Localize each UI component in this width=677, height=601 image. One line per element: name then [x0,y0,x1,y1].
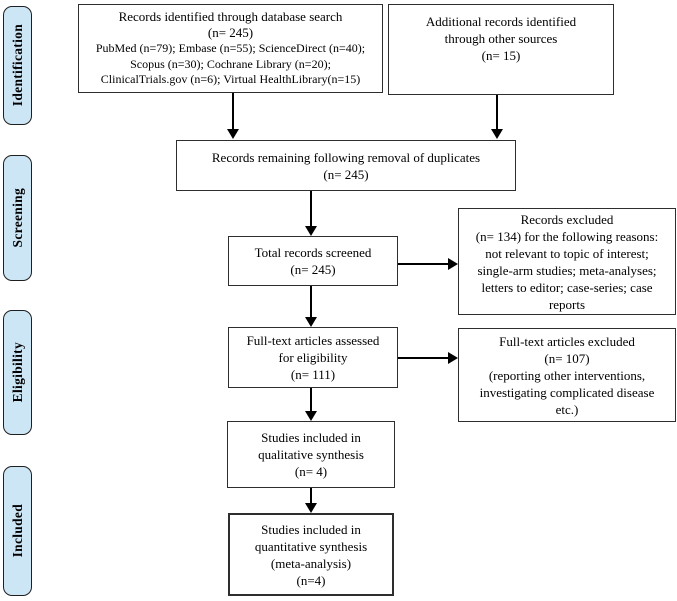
box-text-line: (reporting other interventions, [488,367,646,383]
box-text-line: (n= 4) [294,464,328,479]
arrow-down-icon [491,129,503,139]
box-text-line: investigating complicated disease [479,384,655,400]
box-text-line: Studies included in [261,521,361,537]
arrow-right-icon [448,258,458,270]
box-fulltext-assessed [228,327,398,388]
box-text-line: Full-text articles excluded [499,333,635,349]
box-records-identified-database [78,4,383,93]
box-text-line: quantitative synthesis [254,538,368,554]
box-text-line: (n=4) [296,572,326,588]
arrow-fulltext-to-qualitative-line [310,388,312,411]
box-text-line: (n= 245) [323,166,369,182]
box-text-line: (n= 245) [290,262,336,277]
box-qualitative-synthesis [227,421,395,488]
box-text-line: Total records screened [254,245,372,260]
arrow-down-icon [305,503,317,513]
box-text-line: Records remaining following removal of duplicates [211,149,481,165]
box-text-line: Scopus (n=30); Cochrane Library (n=20); [130,56,331,71]
stage-screening [3,155,32,281]
stage-identification-label: Identification [9,24,25,107]
box-text-line: (n= 15) [481,48,521,63]
arrow-othersources-to-duplicates-line [496,95,498,129]
arrow-fulltext-to-excluded-line [398,357,448,359]
stage-included [3,466,32,596]
arrow-down-icon [227,129,239,139]
box-text-line: PubMed (n=79); Embase (n=55); ScienceDirect (n=40); [95,41,366,56]
box-text-line: for eligibility [278,350,348,365]
box-text-line: (n= 134) for the following reasons: [475,228,659,244]
arrow-down-icon [305,226,317,236]
box-text-line: Records identified through database search [118,9,343,25]
arrow-down-icon [305,411,317,421]
box-text-line: Studies included in [261,430,361,445]
box-text-line: through other sources [444,31,558,46]
box-records-excluded [458,208,676,315]
arrow-screened-to-fulltext-line [310,286,312,317]
arrow-right-icon [448,352,458,364]
box-text-line: Additional records identified [425,14,577,29]
box-text-line: (n= 107) [544,350,590,366]
box-text-line: qualitative synthesis [258,447,364,462]
box-text-line: letters to editor; case-series; case [481,279,653,295]
box-records-screened [228,236,398,286]
stage-included-label: Included [9,504,25,558]
box-quantitative-synthesis [228,513,394,596]
box-text-line: ClinicalTrials.gov (n=6); Virtual HealthLibrary(n=15) [100,72,361,87]
box-text-line: Records excluded [520,211,614,227]
stage-eligibility [3,310,32,435]
arrow-qualitative-to-quantitative-line [310,488,312,503]
box-text-line: not relevant to topic of interest; [485,245,649,261]
arrow-down-icon [305,317,317,327]
box-text-line: etc.) [555,401,579,417]
stage-screening-label: Screening [9,188,25,248]
arrow-duplicates-to-screened-line [310,191,312,226]
box-text-line: Full-text articles assessed [246,333,380,348]
box-duplicates-removed [176,140,516,191]
stage-eligibility-label: Eligibility [9,342,25,403]
box-additional-records [388,4,614,95]
box-text-line: (meta-analysis) [270,555,352,571]
box-text-line: (n= 245) [207,25,254,41]
box-fulltext-excluded [458,328,676,422]
box-text-line: (n= 111) [290,367,336,382]
stage-identification [3,6,32,125]
box-text-line: single-arm studies; meta-analyses; [477,262,657,278]
arrow-screened-to-excluded-line [398,263,448,265]
arrow-database-to-duplicates-line [232,93,234,129]
box-text-line: reports [548,296,586,312]
